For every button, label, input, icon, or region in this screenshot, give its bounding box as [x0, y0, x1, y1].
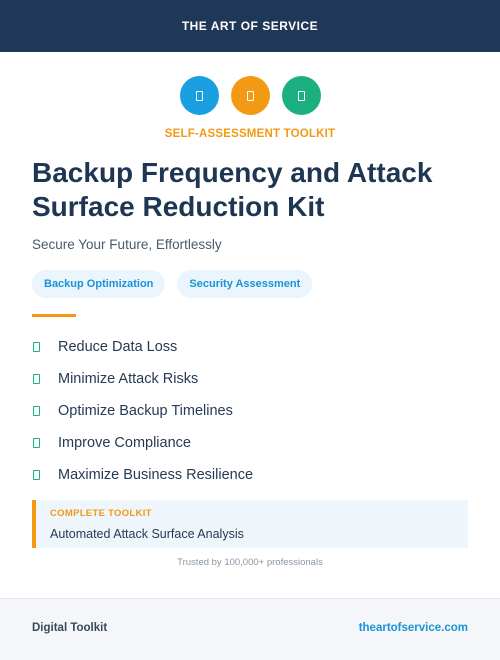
callout-value: Automated Attack Surface Analysis — [50, 527, 244, 541]
eyebrow-label: SELF-ASSESSMENT TOOLKIT — [164, 128, 336, 140]
icon-row — [0, 76, 500, 115]
square-icon — [196, 91, 203, 101]
square-icon — [247, 91, 254, 101]
check-icon — [33, 342, 40, 352]
square-icon — [298, 91, 305, 101]
benefit-label: Minimize Attack Risks — [58, 371, 199, 387]
benefit-label: Reduce Data Loss — [58, 339, 178, 355]
check-icon — [33, 374, 40, 384]
benefit-label: Maximize Business Resilience — [58, 467, 254, 483]
benefit-label: Improve Compliance — [58, 435, 191, 451]
check-icon — [33, 438, 40, 448]
benefit-item — [32, 331, 472, 363]
accent-divider — [32, 314, 76, 317]
footer-link[interactable]: theartofservice.com — [358, 622, 468, 634]
blue-circle-icon — [180, 76, 219, 115]
benefit-item — [32, 459, 472, 491]
subtitle: Secure Your Future, Effortlessly — [32, 237, 222, 252]
header-bar — [0, 0, 500, 52]
tag-list — [32, 270, 312, 298]
footer-label: Digital Toolkit — [32, 622, 108, 634]
benefit-label: Optimize Backup Timelines — [58, 403, 233, 419]
tag-security-assessment: Security Assessment — [177, 270, 312, 298]
footer — [0, 598, 500, 660]
callout-label: COMPLETE TOOLKIT — [50, 508, 152, 519]
check-icon — [33, 470, 40, 480]
green-circle-icon — [282, 76, 321, 115]
benefit-item — [32, 427, 472, 459]
page-title: Backup Frequency and Attack Surface Reduction Kit — [32, 157, 433, 222]
benefit-list — [32, 331, 472, 491]
check-icon — [33, 406, 40, 416]
benefit-item — [32, 363, 472, 395]
brand-name: THE ART OF SERVICE — [181, 19, 319, 33]
benefit-item — [32, 395, 472, 427]
tag-backup-optimization: Backup Optimization — [32, 270, 165, 298]
toolkit-callout — [32, 500, 468, 548]
orange-circle-icon — [231, 76, 270, 115]
trusted-note: Trusted by 100,000+ professionals — [177, 557, 323, 568]
